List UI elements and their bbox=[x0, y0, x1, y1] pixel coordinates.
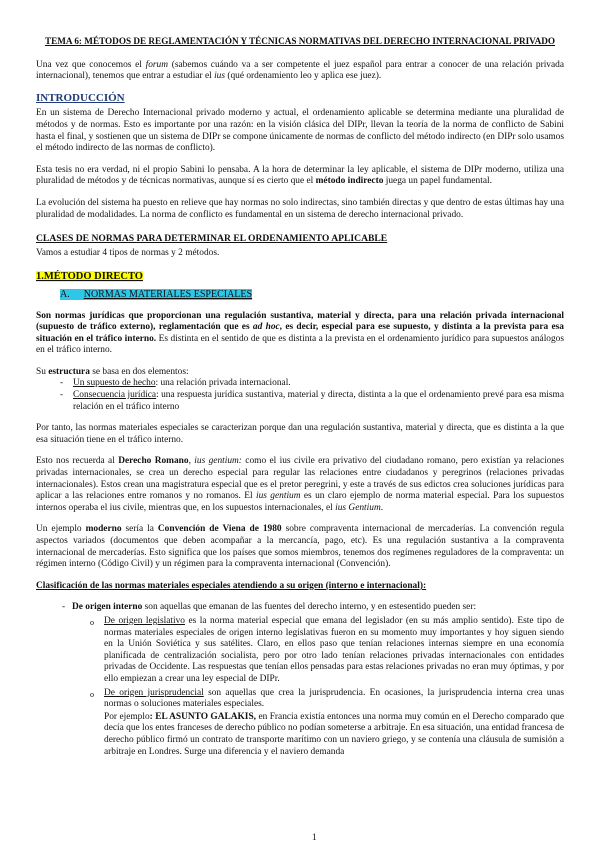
text-run: : una respuesta jurídica sustantiva, material y directa, distinta a la que el ordenamiento prevé para esa misma relación en el tráfico interno bbox=[73, 390, 564, 412]
text-run: método indirecto bbox=[315, 176, 384, 187]
text-run: 1.MÉTODO DIRECTO bbox=[36, 271, 143, 283]
page-number: 1 bbox=[312, 833, 317, 843]
text-run: , bbox=[188, 456, 195, 467]
text-run: sobre compraventa internacional de mercaderías. La convención regula aspectos variados (documentos que deben acompañar a la mercancía, pago, etc). Es una regulación sustantiva a la compraventa internacional de mercaderías. Esto significa que los países que somos miembros, tenemos dos regímenes reguladores de la compraventa: un régimen interno (Código Civil) y un régimen para la compraventa internacional (Convención). bbox=[36, 524, 564, 570]
text-run: en Francia existía entonces una norma muy común en el Derecho comparado que decía que los entes franceses de derecho público no podían someterse a arbitraje. En esa situación, una entidad francesa de derecho público firmó un contrato de transporte marítimo con un naviero griego, y se contenía una cláusula de sumisión a arbitraje en Londres. Surge una diferencia y el naviero demanda bbox=[104, 711, 564, 757]
text-run: Convención de Viena de 1980 bbox=[157, 524, 282, 535]
list-item bbox=[73, 378, 564, 390]
text-run: NORMAS MATERIALES ESPECIALES bbox=[83, 288, 253, 300]
text-run: sería la bbox=[121, 524, 158, 535]
bullet-icon: o bbox=[90, 617, 94, 627]
paragraph: Vamos a estudiar 4 tipos de normas y 2 métodos. bbox=[36, 247, 220, 258]
intro-paragraph bbox=[36, 60, 564, 83]
paragraph bbox=[36, 311, 564, 357]
text-run: como el ius civile era privativo del ciudadano romano, pero existían ya relaciones privadas internacionales, se crea un derecho especial para regular las relaciones entre ciudadanos y peregrinos (relaciones privadas internacionales). Estos crean una magistratura especial que es el pretor peregrini, y este a través de sus edictos crea soluciones jurídicas para aplicar a las relaciones entre romanos y no romanos. El bbox=[36, 456, 564, 502]
text-run: De origen jurisprudencial bbox=[104, 687, 204, 698]
text-run: son aquellas que emanan de las fuentes del derecho interno, y en estesentido pueden ser: bbox=[142, 602, 477, 613]
text-run: : EL ASUNTO GALAKIS, bbox=[149, 711, 257, 722]
text-run: es la norma material especial que emana del legislador (en su más amplio sentido). Este tipo de normas materiales especiales de origen interno legislativas fueron en su momento muy importantes y hoy siguen siendo en la Unión Soviética y sus satélites. Claro, en ellos paso que tenían relaciones internas siempre en una economía planificada de centralización socialista, pero por otro lado tenían relaciones privadas internacionales con entidades privadas de Occidente. Las respuestas que tenían ellos pensadas para estas relaciones privadas no eran muy óptimas, y por ello empiezan a crear una ley especial de DIPr. bbox=[104, 615, 564, 684]
subheading-normas-materiales bbox=[60, 289, 564, 301]
text-run: - bbox=[62, 602, 66, 613]
text-run: Su bbox=[36, 366, 49, 377]
heading-clases: CLASES DE NORMAS PARA DETERMINAR EL ORDENAMIENTO APLICABLE bbox=[36, 233, 388, 245]
text-run: moderno bbox=[85, 524, 122, 535]
text-run: Son normas jurídicas que proporcionan una regulación sustantiva, material y directa, para una relación privada internacional (supuesto de tráfico externo), reglamentación que es bbox=[36, 310, 564, 333]
bullet-icon: o bbox=[90, 689, 94, 699]
text-run: Esta tesis no era verdad, ni el propio Sabini lo pensaba. A la hora de determinar la ley aplicable, el sistema de DIPr moderno, utiliza una pluralidad de métodos y de técnicas normativas, aunque sí es cierto que el bbox=[36, 164, 564, 187]
paragraph: La evolución del sistema ha puesto en relieve que hay normas no solo indirectas, sino también directas y que dentro de estas últimas hay una pluralidad de modalidades. La norma de conflicto es fundamental en un sistema de derecho internacional privado. bbox=[36, 197, 564, 220]
text-run: ius gentium: bbox=[194, 456, 242, 467]
list-item bbox=[73, 390, 564, 413]
text-run: Una vez que conocemos el bbox=[36, 59, 146, 70]
text-run: A. bbox=[60, 288, 70, 300]
text-run: ad hoc bbox=[252, 322, 280, 333]
text-run: (sabemos cuándo va a ser competente el juez español para entrar a conocer de una relación privada internacional), tenemos que entrar a estudiar el bbox=[36, 59, 564, 82]
text-run: forum bbox=[145, 59, 168, 70]
text-run: (qué ordenamiento leo y aplica ese juez). bbox=[225, 71, 382, 82]
heading-introduccion: INTRODUCCIÓN bbox=[36, 91, 125, 104]
list-item bbox=[36, 688, 564, 711]
text-run: ius bbox=[214, 71, 226, 82]
text-run: . bbox=[380, 502, 384, 513]
text-run: De origen interno bbox=[72, 602, 143, 613]
paragraph bbox=[36, 712, 564, 758]
text-run: : una relación privada internacional. bbox=[155, 378, 291, 389]
text-run: Un supuesto de hecho bbox=[73, 378, 156, 389]
structure-list bbox=[36, 378, 564, 413]
text-run: juega un papel fundamental. bbox=[383, 176, 492, 187]
text-run: es un claro ejemplo de norma material especial. Para los supuestos internos operaba el ius civile, mientras que, en los supuestos internacionales, el bbox=[36, 491, 564, 513]
heading-metodo-directo bbox=[36, 271, 564, 283]
heading-clasificacion: Clasificación de las normas materiales especiales atendiendo a su origen (interno e internacional): bbox=[36, 580, 427, 591]
paragraph bbox=[36, 367, 564, 379]
paragraph: En un sistema de Derecho Internacional privado moderno y actual, el ordenamiento aplicable se determina mediante una pluralidad de métodos y de normas. Esto es importante por una razón: en la visión clásica del DIPr, llevan la teoría de la norma de conflicto de Sabini hasta el final, y sostienen que un sistema de DIPr se compone únicamente de normas de conflicto del método indirecto (en DIPr solo usamos el método indirecto de las normas de conflicto). bbox=[36, 108, 564, 154]
text-run: se basa en dos elementos: bbox=[89, 366, 189, 377]
text-run: Por ejemplo bbox=[104, 711, 150, 722]
text-run: Esto nos recuerda al bbox=[36, 456, 119, 467]
text-run: Es distinta en el sentido de que es distinta a la prevista en el ordenamiento jurídico para supuestos análogos en el tráfico interno. bbox=[36, 333, 565, 356]
paragraph bbox=[36, 456, 564, 514]
list-item bbox=[36, 616, 564, 686]
text-run: estructura bbox=[48, 366, 90, 377]
text-run: Un ejemplo bbox=[36, 524, 86, 535]
text-run: , es decir, especial para ese supuesto, y distinta a la prevista para esa situación en el tráfico interno. bbox=[36, 322, 564, 344]
text-run: ius Gentium bbox=[335, 502, 381, 513]
paragraph: Por tanto, las normas materiales especiales se caracterizan porque dan una regulación sustantiva, material y directa, que es distinta a la que esa situación tiene en el tráfico interno. bbox=[36, 423, 564, 445]
text-run: De origen legislativo bbox=[104, 615, 185, 626]
text-run: Consecuencia jurídica bbox=[73, 390, 157, 401]
text-run: Derecho Romano bbox=[118, 456, 189, 467]
list-item bbox=[36, 602, 564, 614]
paragraph bbox=[36, 524, 564, 570]
page-title: TEMA 6: MÉTODOS DE REGLAMENTACIÓN Y TÉCNICAS NORMATIVAS DEL DERECHO INTERNACIONAL PRIVADO bbox=[44, 36, 556, 46]
paragraph bbox=[36, 165, 564, 188]
text-run: son aquellas que crea la jurisprudencia. En ocasiones, la jurisprudencia interna crea unas normas o soluciones materiales especiales. bbox=[104, 687, 564, 710]
text-run: ius gentium bbox=[255, 491, 301, 502]
